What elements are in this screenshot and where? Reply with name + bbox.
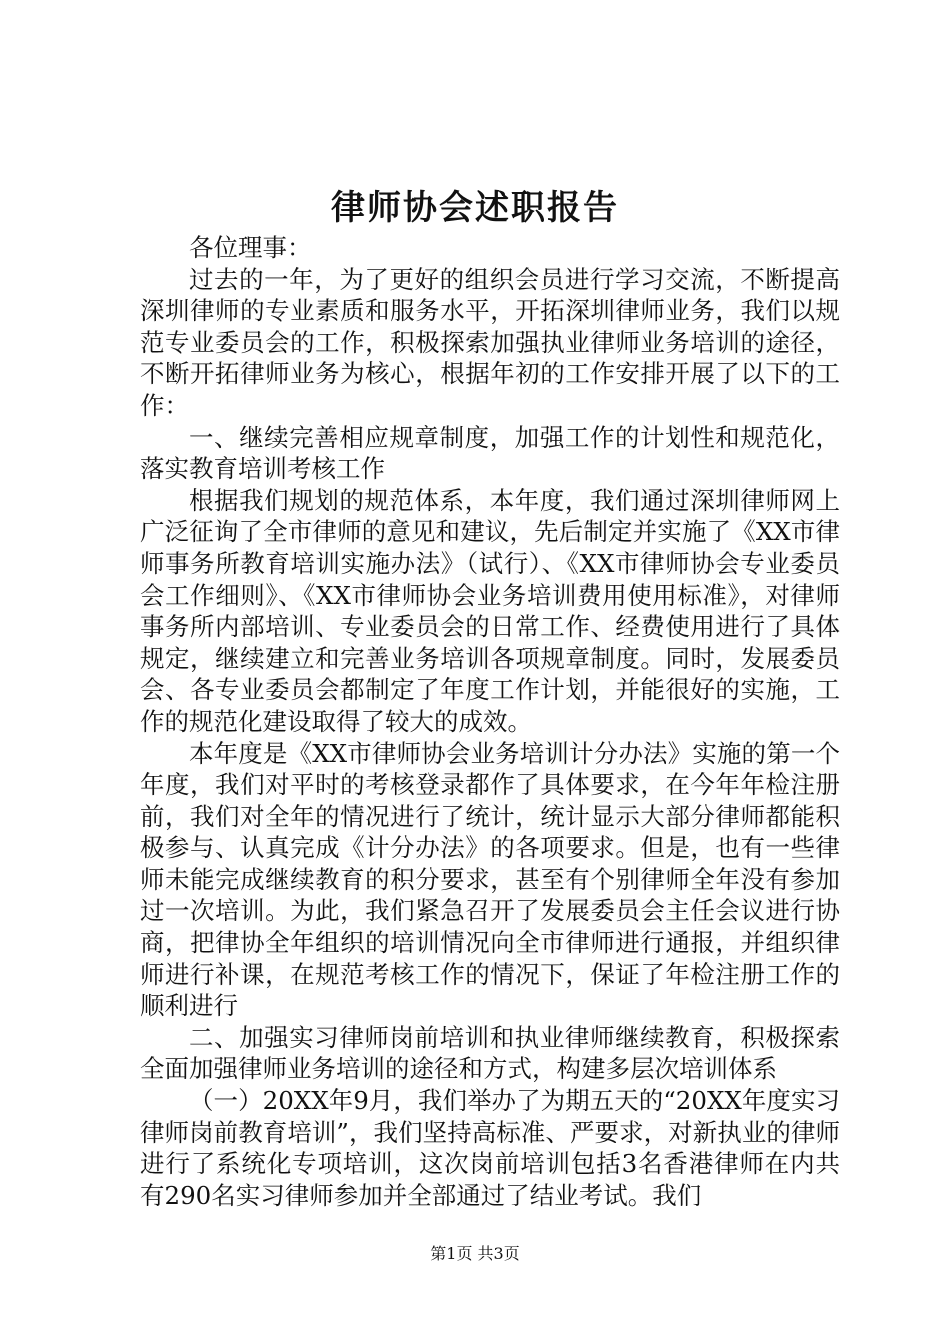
page-footer: 第1页 共3页	[430, 1244, 520, 1263]
paragraph-2: 本年度是《XX市律师协会业务培训计分办法》实施的第一个年度，我们对平时的考核登录都作了具体要求，在今年年检注册前，我们对全年的情况进行了统计，统计显示大部分律师都能积极参与、认真完成《计分办法》的各项要求。但是，也有一些律师未能完成继续教育的积分要求，甚至有个别律师全年没有参加过一次培训。为此，我们紧急召开了发展委员会主任会议进行协商，把律协全年组织的培训情况向全市律师进行通报，并组织律师进行补课，在规范考核工作的情况下，保证了年检注册工作的顺利进行	[140, 738, 840, 1021]
document-title: 律师协会述职报告	[331, 188, 619, 228]
paragraph-1: 根据我们规划的规范体系，本年度，我们通过深圳律师网上广泛征询了全市律师的意见和建议，先后制定并实施了《XX市律师事务所教育培训实施办法》（试行）、《XX市律师协会专业委员会工作细则》、《XX市律师协会业务培训费用使用标准》，对律师事务所内部培训、专业委员会的日常工作、经费使用进行了具体规定，继续建立和完善业务培训各项规章制度。同时，发展委员会、各专业委员会都制定了年度工作计划，并能很好的实施，工作的规范化建设取得了较大的成效。	[140, 485, 840, 736]
document-body	[140, 232, 840, 1211]
section-heading-2: 二、加强实习律师岗前培训和执业律师继续教育，积极探索全面加强律师业务培训的途径和方式，构建多层次培训体系	[140, 1022, 840, 1084]
paragraph-intro: 过去的一年，为了更好的组织会员进行学习交流，不断提高深圳律师的专业素质和服务水平，开拓深圳律师业务，我们以规范专业委员会的工作，积极探索加强执业律师业务培训的途径，不断开拓律师业务为核心，根据年初的工作安排开展了以下的工作：	[140, 264, 840, 420]
salutation: 各位理事：	[189, 233, 312, 262]
section-heading-1: 一、继续完善相应规章制度，加强工作的计划性和规范化，落实教育培训考核工作	[140, 422, 840, 484]
paragraph-3: （一）20XX年9月，我们举办了为期五天的“20XX年度实习律师岗前教育培训”，我们坚持高标准、严要求，对新执业的律师进行了系统化专项培训，这次岗前培训包括3名香港律师在内共有290名实习律师参加并全部通过了结业考试。我们	[140, 1086, 840, 1210]
